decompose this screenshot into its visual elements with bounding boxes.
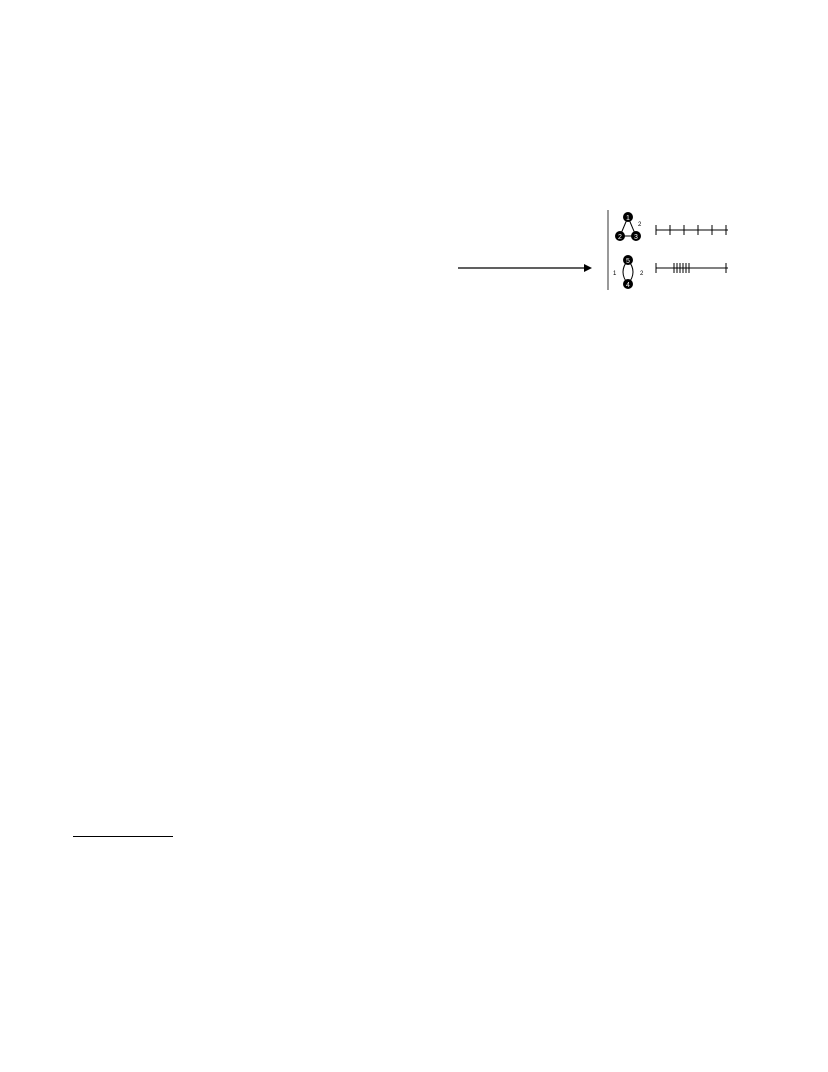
svg-text:1: 1 <box>613 271 617 277</box>
occurrence-timeline-2 <box>656 263 728 273</box>
snippet-2-graph <box>613 255 644 289</box>
svg-text:5: 5 <box>626 258 630 265</box>
svg-text:1: 1 <box>626 215 630 222</box>
svg-text:2: 2 <box>638 222 642 228</box>
svg-text:2: 2 <box>618 234 622 241</box>
svg-text:3: 3 <box>634 234 638 241</box>
figure-1-diagram <box>428 208 758 296</box>
footnote-rule <box>73 836 173 837</box>
time-axis-arrowhead <box>584 264 592 272</box>
svg-text:4: 4 <box>626 282 630 289</box>
svg-text:2: 2 <box>640 271 644 277</box>
snippet-1-graph <box>615 212 642 241</box>
occurrence-timeline-1 <box>656 225 728 235</box>
figure-1 <box>428 208 758 296</box>
